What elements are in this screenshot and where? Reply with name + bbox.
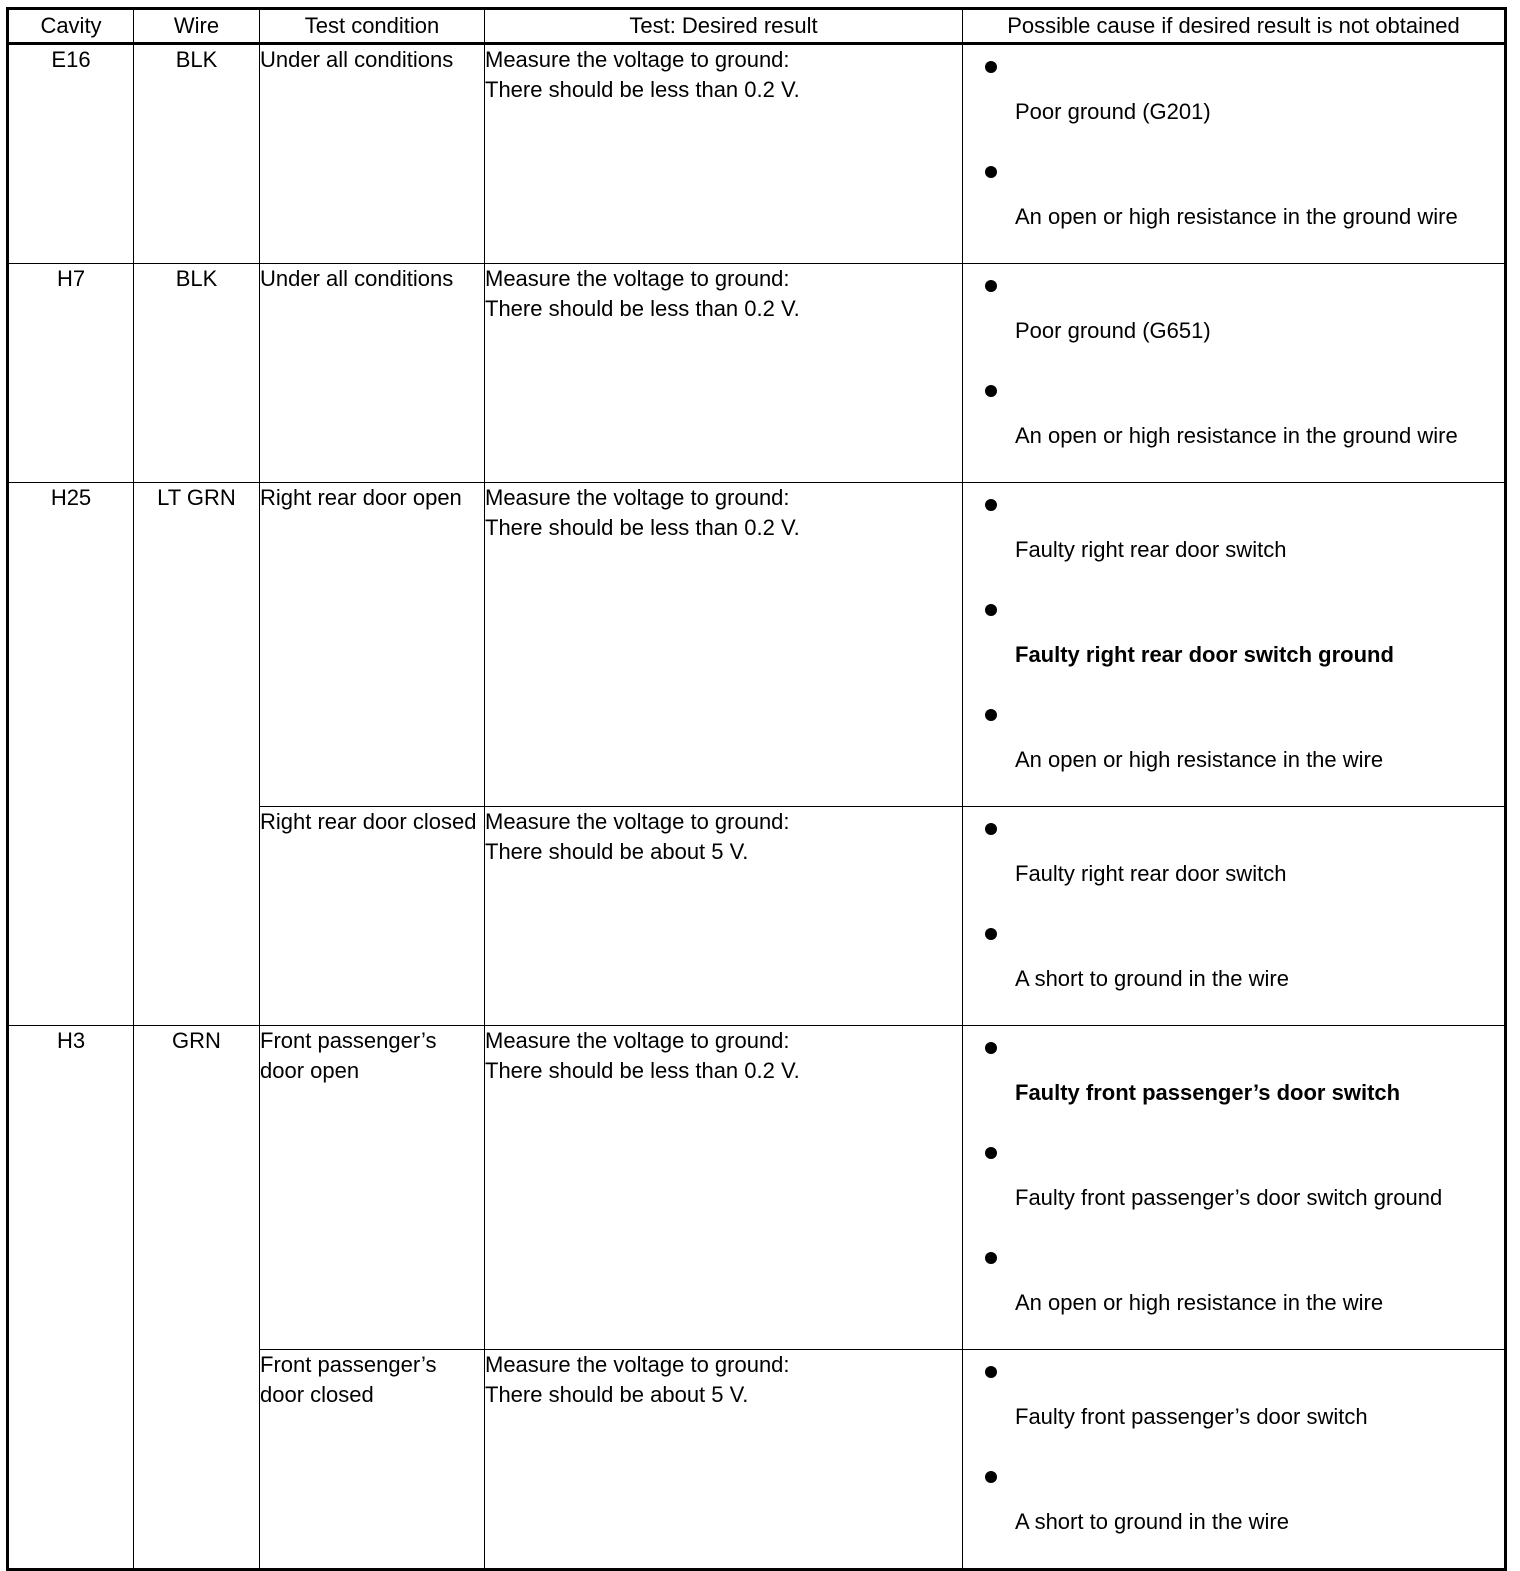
result-line: Measure the voltage to ground: — [485, 1352, 790, 1377]
bullet-icon — [985, 928, 997, 940]
cause-item — [963, 596, 1504, 701]
cause-text: Faulty front passenger’s door switch ground — [1015, 1185, 1443, 1210]
result-line: There should be less than 0.2 V. — [485, 1058, 800, 1083]
bullet-icon — [985, 280, 997, 292]
cause-item — [963, 1358, 1504, 1463]
header-cavity: Cavity — [8, 9, 134, 44]
header-desired-result: Test: Desired result — [485, 9, 963, 44]
result-cell — [485, 1350, 963, 1570]
result-line: Measure the voltage to ground: — [485, 266, 790, 291]
bullet-icon — [985, 823, 997, 835]
condition-cell: Right rear door open — [260, 483, 485, 807]
result-cell — [485, 483, 963, 807]
cause-item — [963, 1034, 1504, 1139]
table-row — [8, 483, 1506, 807]
cause-text: Faulty right rear door switch ground — [1015, 642, 1394, 667]
cause-item — [963, 272, 1504, 377]
cause-text: Faulty front passenger’s door switch — [1015, 1404, 1368, 1429]
cause-item — [963, 1139, 1504, 1244]
cavity-cell: H3 — [8, 1026, 134, 1570]
bullet-icon — [985, 1252, 997, 1264]
cause-cell — [963, 264, 1506, 483]
cause-text: An open or high resistance in the ground wire — [1015, 204, 1458, 229]
result-cell — [485, 44, 963, 264]
bullet-icon — [985, 1471, 997, 1483]
result-line: There should be less than 0.2 V. — [485, 77, 800, 102]
bullet-icon — [985, 1042, 997, 1054]
condition-cell: Right rear door closed — [260, 807, 485, 1026]
bullet-icon — [985, 709, 997, 721]
cause-item — [963, 815, 1504, 920]
result-cell — [485, 264, 963, 483]
result-line: There should be about 5 V. — [485, 1382, 749, 1407]
wire-cell: GRN — [134, 1026, 260, 1570]
cause-text: Faulty front passenger’s door switch — [1015, 1080, 1401, 1105]
cause-item — [963, 1244, 1504, 1349]
cause-item — [963, 701, 1504, 806]
table-row — [8, 264, 1506, 483]
cavity-cell: E16 — [8, 44, 134, 264]
bullet-icon — [985, 604, 997, 616]
condition-cell: Under all conditions — [260, 264, 485, 483]
cause-text: An open or high resistance in the wire — [1015, 747, 1384, 772]
header-row — [8, 9, 1506, 44]
wire-cell: LT GRN — [134, 483, 260, 1026]
header-possible-cause: Possible cause if desired result is not obtained — [963, 9, 1506, 44]
bullet-icon — [985, 166, 997, 178]
cause-item — [963, 1463, 1504, 1568]
cause-text: Faulty right rear door switch — [1015, 537, 1287, 562]
wiring-test-table — [6, 7, 1507, 1571]
bullet-icon — [985, 61, 997, 73]
cause-text: An open or high resistance in the ground wire — [1015, 423, 1458, 448]
cause-text: Poor ground (G651) — [1015, 318, 1211, 343]
cause-cell — [963, 1350, 1506, 1570]
result-line: There should be less than 0.2 V. — [485, 515, 800, 540]
condition-cell: Front passenger’s door open — [260, 1026, 485, 1350]
cause-item — [963, 920, 1504, 1025]
result-line: There should be less than 0.2 V. — [485, 296, 800, 321]
condition-cell: Front passenger’s door closed — [260, 1350, 485, 1570]
result-line: Measure the voltage to ground: — [485, 485, 790, 510]
cause-item — [963, 377, 1504, 482]
cause-cell — [963, 483, 1506, 807]
header-test-condition: Test condition — [260, 9, 485, 44]
bullet-icon — [985, 385, 997, 397]
result-line: Measure the voltage to ground: — [485, 47, 790, 72]
cause-cell — [963, 807, 1506, 1026]
header-wire: Wire — [134, 9, 260, 44]
condition-cell: Under all conditions — [260, 44, 485, 264]
result-cell — [485, 1026, 963, 1350]
result-line: Measure the voltage to ground: — [485, 809, 790, 834]
table-row — [8, 1026, 1506, 1350]
bullet-icon — [985, 499, 997, 511]
cause-item — [963, 53, 1504, 158]
wire-cell: BLK — [134, 264, 260, 483]
cause-text: A short to ground in the wire — [1015, 966, 1289, 991]
cause-text: An open or high resistance in the wire — [1015, 1290, 1384, 1315]
cavity-cell: H25 — [8, 483, 134, 1026]
table-row — [8, 44, 1506, 264]
cause-text: Faulty right rear door switch — [1015, 861, 1287, 886]
cavity-cell: H7 — [8, 264, 134, 483]
cause-item — [963, 158, 1504, 263]
cause-cell — [963, 44, 1506, 264]
bullet-icon — [985, 1366, 997, 1378]
result-cell — [485, 807, 963, 1026]
bullet-icon — [985, 1147, 997, 1159]
cause-item — [963, 491, 1504, 596]
cause-cell — [963, 1026, 1506, 1350]
wire-cell: BLK — [134, 44, 260, 264]
result-line: Measure the voltage to ground: — [485, 1028, 790, 1053]
cause-text: A short to ground in the wire — [1015, 1509, 1289, 1534]
cause-text: Poor ground (G201) — [1015, 99, 1211, 124]
result-line: There should be about 5 V. — [485, 839, 749, 864]
